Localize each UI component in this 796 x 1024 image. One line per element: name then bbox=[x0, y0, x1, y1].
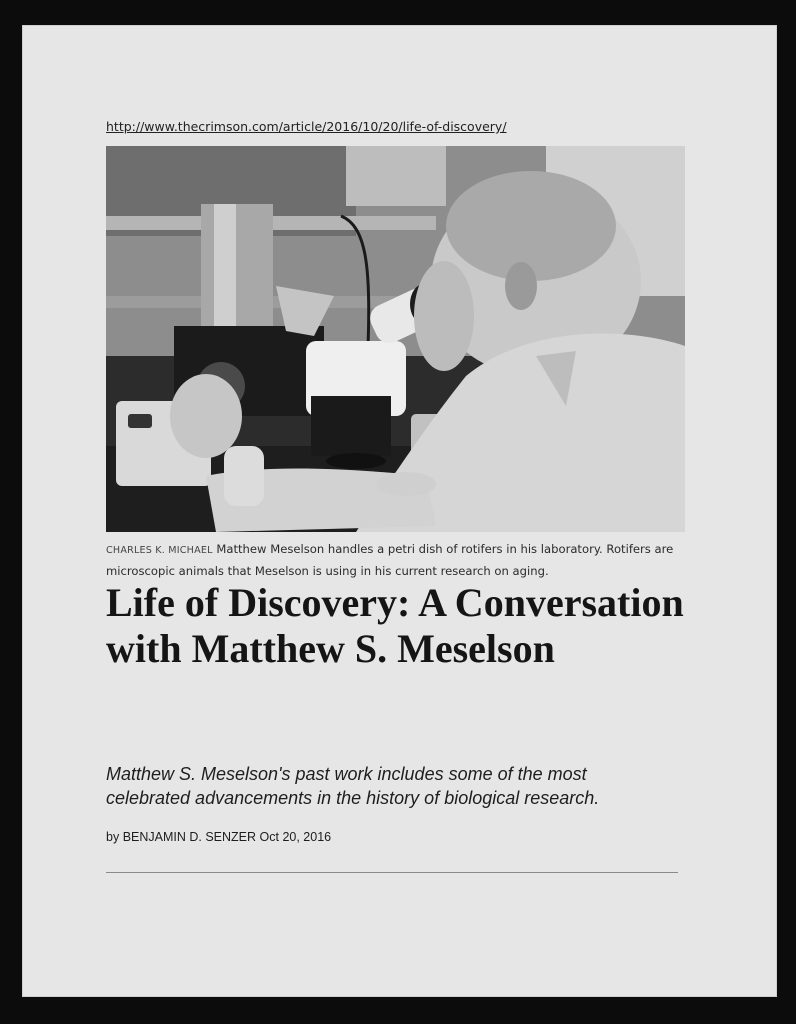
author-name: BENJAMIN D. SENZER bbox=[122, 830, 257, 844]
article-byline bbox=[106, 830, 331, 844]
source-url-link[interactable]: http://www.thecrimson.com/article/2016/10/20/life-of-discovery/ bbox=[106, 119, 507, 134]
scanned-page bbox=[22, 25, 777, 997]
photo-caption bbox=[106, 539, 686, 581]
article-subtitle: Matthew S. Meselson's past work includes some of the most celebrated advancements in the history of biological research. bbox=[106, 764, 600, 808]
article-photo bbox=[106, 146, 685, 532]
lab-photo-illustration bbox=[106, 146, 685, 532]
section-divider bbox=[106, 872, 678, 873]
photo-credit: CHARLES K. MICHAEL bbox=[106, 545, 213, 556]
article-title: Life of Discovery: A Conversation with Matthew S. Meselson bbox=[106, 580, 684, 671]
publish-date: Oct 20, 2016 bbox=[259, 830, 332, 844]
byline-prefix: by bbox=[106, 830, 120, 844]
photo-caption-text: Matthew Meselson handles a petri dish of rotifers in his laboratory. Rotifers are microscopic animals that Meselson is using in his current research on aging. bbox=[106, 542, 674, 578]
